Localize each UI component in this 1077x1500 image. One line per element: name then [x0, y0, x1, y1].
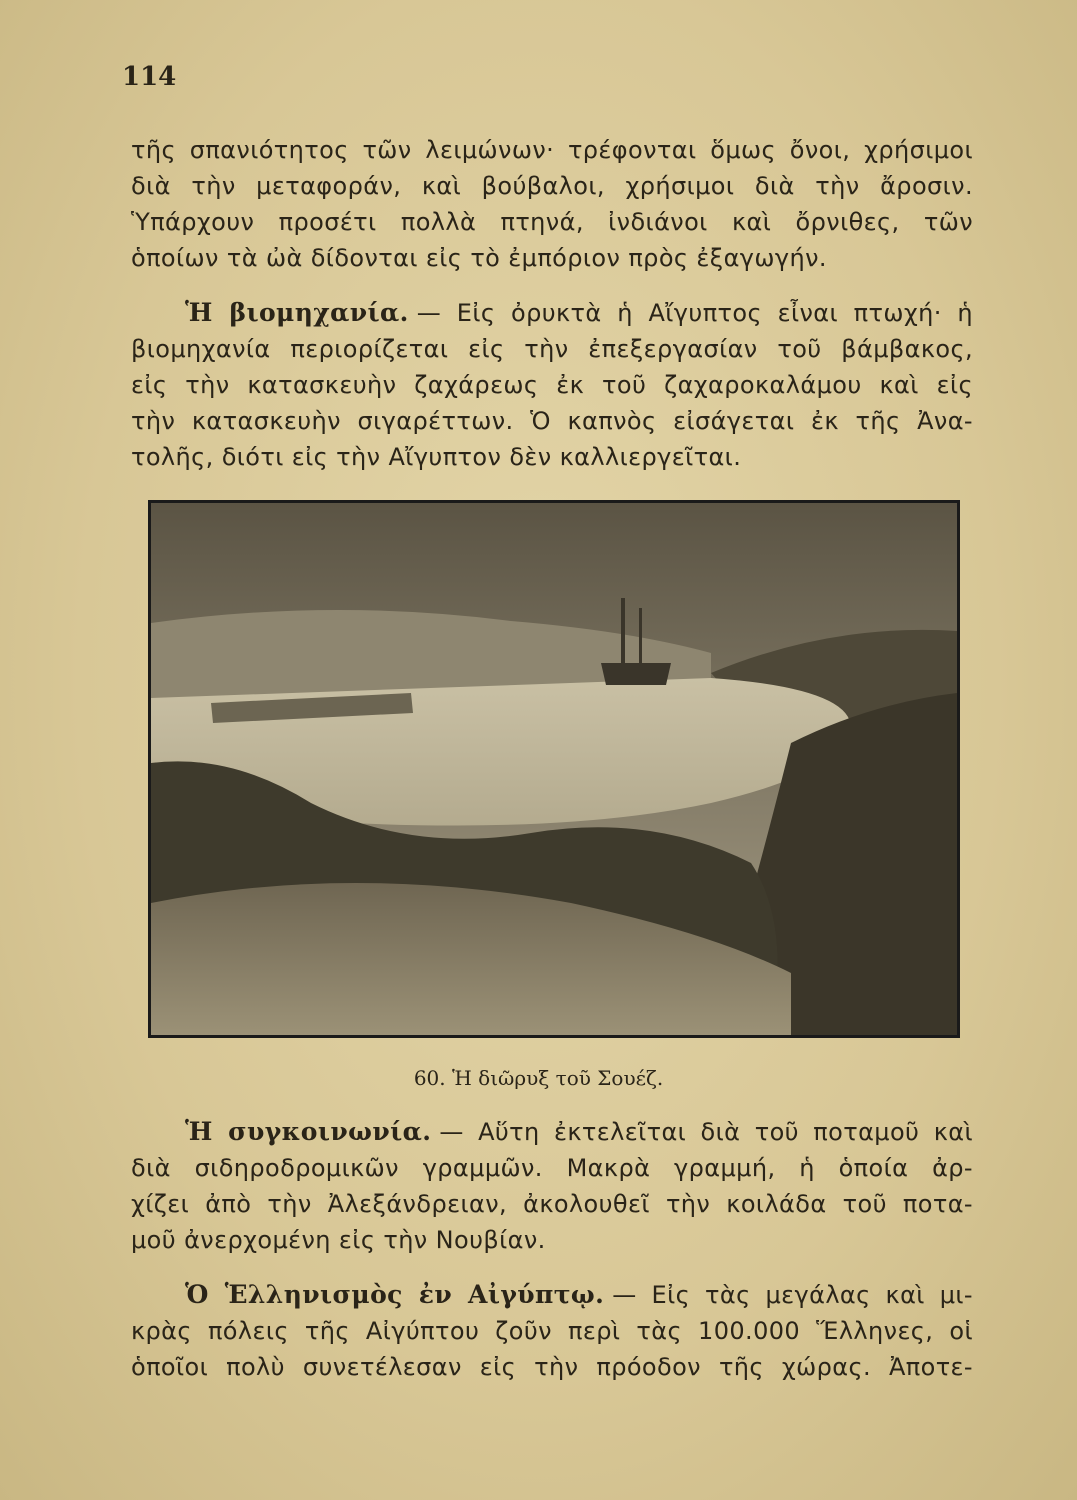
text-line: τὴν κατασκευὴν σιγαρέττων. Ὁ καπνὸς εἰσάγεται ἐκ τῆς Ἀνα- — [131, 407, 973, 435]
text-line: διὰ σιδηροδρομικῶν γραμμῶν. Μακρὰ γραμμή, ἡ ὁποία ἀρ- — [131, 1154, 973, 1182]
section-heading-industry: Ἡ βιομηχανία. — [185, 298, 409, 327]
text-line: βιομηχανία περιορίζεται εἰς τὴν ἐπεξεργασίαν τοῦ βάμβακος, — [131, 335, 973, 363]
paragraph-industry — [131, 295, 973, 475]
page-number: 114 — [122, 62, 177, 92]
text-line: διὰ τὴν μεταφοράν, καὶ βούβαλοι, χρήσιμοι διὰ τὴν ἄροσιν. — [131, 172, 973, 200]
text-run: — Εἰς ὀρυκτὰ ἡ Αἴγυπτος εἶναι πτωχή· ἡ — [416, 299, 973, 327]
text-line: τῆς σπανιότητος τῶν λειμώνων· τρέφονται ὅμως ὄνοι, χρήσιμοι — [131, 136, 973, 164]
text-line: εἰς τὴν κατασκευὴν ζαχάρεως ἐκ τοῦ ζαχαροκαλάμου καὶ εἰς — [131, 371, 973, 399]
text-line — [131, 1277, 973, 1313]
text-line: μοῦ ἀνερχομένη εἰς τὴν Νουβίαν. — [131, 1226, 546, 1254]
suez-canal-photo — [148, 500, 960, 1038]
text-line: ὁποῖοι πολὺ συνετέλεσαν εἰς τὴν πρόοδον τῆς χώρας. Ἀποτε- — [131, 1353, 973, 1381]
paragraph-animals — [131, 132, 973, 276]
text-line — [131, 295, 973, 331]
ship-hull — [601, 663, 671, 685]
text-run: — Εἰς τὰς μεγάλας καὶ μι- — [612, 1281, 973, 1309]
text-line: Ὑπάρχουν προσέτι πολλὰ πτηνά, ἰνδιάνοι καὶ ὄρνιθες, τῶν — [131, 208, 973, 236]
figure-caption: 60. Ἡ διῶρυξ τοῦ Σουέζ. — [413, 1066, 664, 1090]
text-run: — Αὕτη ἐκτελεῖται διὰ τοῦ ποταμοῦ καὶ — [439, 1118, 973, 1146]
text-line — [131, 1114, 973, 1150]
text-line: χίζει ἀπὸ τὴν Ἀλεξάνδρειαν, ἀκολουθεῖ τὴν κοιλάδα τοῦ ποτα- — [131, 1190, 973, 1218]
section-heading-communication: Ἡ συγκοινωνία. — [185, 1117, 432, 1146]
text-line: ὁποίων τὰ ὠὰ δίδονται εἰς τὸ ἐμπόριον πρὸς ἐξαγωγήν. — [131, 244, 827, 272]
paragraph-communication — [131, 1114, 973, 1258]
paragraph-hellenism — [131, 1277, 973, 1385]
suez-canal-illustration — [151, 503, 957, 1035]
text-line: κρὰς πόλεις τῆς Αἰγύπτου ζοῦν περὶ τὰς 100.000 Ἕλληνες, οἱ — [131, 1317, 973, 1345]
section-heading-hellenism: Ὁ Ἑλληνισμὸς ἐν Αἰγύπτῳ. — [185, 1280, 605, 1309]
text-line: τολῆς, διότι εἰς τὴν Αἴγυπτον δὲν καλλιεργεῖται. — [131, 443, 742, 471]
